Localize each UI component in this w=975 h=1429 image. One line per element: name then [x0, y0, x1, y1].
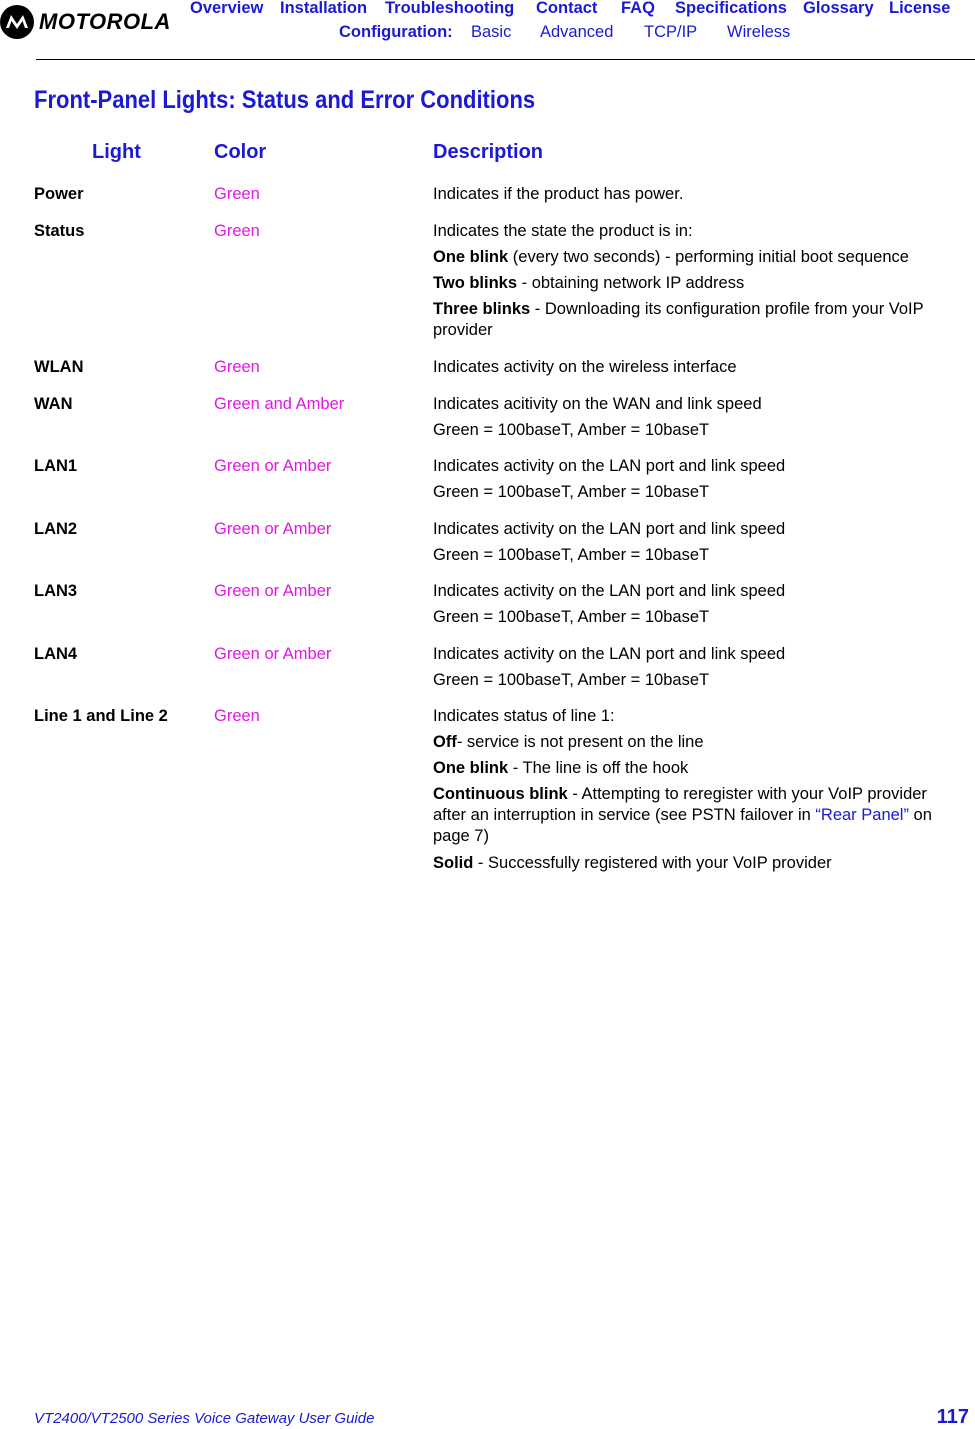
footer-guide-title: VT2400/VT2500 Series Voice Gateway User Guide	[34, 1410, 375, 1427]
description-text: Green = 100baseT, Amber = 10baseT	[433, 671, 710, 689]
light-name: LAN4	[34, 645, 78, 663]
light-color: Green	[214, 222, 260, 240]
nav-troubleshooting[interactable]: Troubleshooting	[385, 0, 515, 17]
config-advanced[interactable]: Advanced	[540, 23, 614, 41]
description-text: (every two seconds) - performing initial boot sequence	[508, 248, 909, 266]
light-color: Green	[214, 707, 260, 725]
description-text: Indicates if the product has power.	[433, 185, 684, 203]
description-text: Indicates activity on the LAN port and link speed	[433, 457, 786, 475]
description-text: on page 7)	[433, 806, 932, 845]
description-text: Indicates the state the product is in:	[433, 222, 693, 240]
config-basic[interactable]: Basic	[471, 23, 512, 41]
description-line	[433, 482, 963, 503]
description-term: Off	[433, 733, 457, 751]
light-color: Green or Amber	[214, 645, 332, 663]
config-wireless[interactable]: Wireless	[727, 23, 791, 41]
description-text: Green = 100baseT, Amber = 10baseT	[433, 608, 710, 626]
description-line	[433, 784, 963, 847]
top-nav	[0, 0, 975, 21]
description-term: One blink	[433, 248, 509, 266]
light-color: Green and Amber	[214, 395, 345, 413]
light-name: WAN	[34, 395, 73, 413]
config-tcpip[interactable]: TCP/IP	[644, 23, 698, 41]
nav-installation[interactable]: Installation	[280, 0, 368, 17]
description-line	[433, 706, 963, 727]
description-text: Indicates acitivity on the WAN and link speed	[433, 395, 762, 413]
description-text: Indicates activity on the LAN port and link speed	[433, 520, 786, 538]
light-name: WLAN	[34, 358, 84, 376]
description-term: Two blinks	[433, 274, 518, 292]
description-line	[433, 545, 963, 566]
nav-contact[interactable]: Contact	[536, 0, 598, 17]
light-name: LAN2	[34, 520, 78, 538]
description-text: Green = 100baseT, Amber = 10baseT	[433, 483, 710, 501]
light-color: Green	[214, 185, 260, 203]
description-line	[433, 607, 963, 628]
description-line	[433, 519, 963, 540]
nav-specifications[interactable]: Specifications	[675, 0, 787, 17]
header-divider	[36, 59, 975, 60]
description-line	[433, 299, 963, 341]
nav-glossary[interactable]: Glossary	[803, 0, 874, 17]
light-name: LAN1	[34, 457, 78, 475]
description-text: Indicates status of line 1:	[433, 707, 615, 725]
description-line	[433, 644, 963, 665]
description-line	[433, 670, 963, 691]
description-line	[433, 456, 963, 477]
logo-wordmark: MOTOROLA	[39, 9, 171, 34]
description-term: Continuous blink	[433, 785, 568, 803]
config-label: Configuration:	[339, 23, 453, 41]
description-line	[433, 247, 963, 268]
footer-page-number: 117	[936, 1406, 969, 1428]
column-header-color: Color	[214, 141, 267, 163]
description-term: Three blinks	[433, 300, 531, 318]
nav-overview[interactable]: Overview	[190, 0, 264, 17]
description-text: - obtaining network IP address	[517, 274, 745, 292]
description-line	[433, 357, 963, 378]
description-line	[433, 853, 963, 874]
light-color: Green or Amber	[214, 582, 332, 600]
description-text: Green = 100baseT, Amber = 10baseT	[433, 546, 710, 564]
cross-reference-link[interactable]: “Rear Panel”	[815, 806, 909, 824]
description-line	[433, 394, 963, 415]
light-name: LAN3	[34, 582, 78, 600]
light-name: Line 1 and Line 2	[34, 707, 168, 725]
column-header-light: Light	[92, 141, 141, 163]
description-text: - Downloading its configuration profile from your VoIP provider	[433, 300, 924, 339]
description-line	[433, 273, 963, 294]
description-term: Solid	[433, 854, 474, 872]
description-term: One blink	[433, 759, 509, 777]
description-text: Green = 100baseT, Amber = 10baseT	[433, 421, 710, 439]
description-line	[433, 420, 963, 441]
description-text: Indicates activity on the LAN port and link speed	[433, 645, 786, 663]
page-title: Front-Panel Lights: Status and Error Conditions	[34, 86, 536, 114]
description-line	[433, 581, 963, 602]
description-line	[433, 184, 963, 205]
nav-license[interactable]: License	[889, 0, 951, 17]
description-line	[433, 758, 963, 779]
light-color: Green or Amber	[214, 520, 332, 538]
description-text: Indicates activity on the LAN port and link speed	[433, 582, 786, 600]
description-text: - Successfully registered with your VoIP provider	[473, 854, 832, 872]
column-header-description: Description	[433, 141, 544, 163]
description-line	[433, 732, 963, 753]
config-nav	[0, 23, 975, 45]
description-text: - Attempting to reregister with your VoIP provider after an interruption in service (see PSTN failover in	[433, 785, 927, 824]
light-color: Green	[214, 358, 260, 376]
description-line	[433, 221, 963, 242]
light-color: Green or Amber	[214, 457, 332, 475]
description-text: - service is not present on the line	[456, 733, 704, 751]
light-name: Power	[34, 185, 84, 203]
light-name: Status	[34, 222, 85, 240]
nav-faq[interactable]: FAQ	[621, 0, 655, 17]
description-text: - The line is off the hook	[508, 759, 689, 777]
description-text: Indicates activity on the wireless interface	[433, 358, 737, 376]
